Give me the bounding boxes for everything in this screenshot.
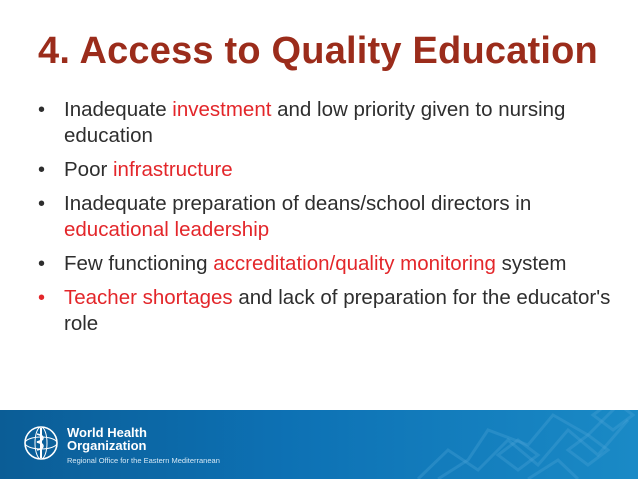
who-emblem-icon <box>22 424 60 462</box>
bullet-dot-icon: • <box>38 287 46 309</box>
highlighted-text: Teacher shortages <box>64 286 233 309</box>
bullet-item <box>36 157 616 183</box>
highlighted-text: educational leadership <box>64 218 270 241</box>
bullet-dot-icon: • <box>38 159 46 181</box>
geometric-pattern-icon <box>378 410 638 479</box>
bullet-text-part: Poor <box>64 158 113 181</box>
bullet-text-part: Few functioning <box>64 252 214 275</box>
organization-name <box>67 426 147 452</box>
bullet-text-part: Inadequate preparation of deans/school directors in <box>64 192 532 215</box>
bullet-item <box>36 285 616 337</box>
regional-office-label: Regional Office for the Eastern Mediterranean <box>67 456 220 465</box>
footer-bar <box>0 410 638 479</box>
bullet-list <box>36 97 616 345</box>
bullet-text-part: system <box>495 252 567 275</box>
slide-title: 4. Access to Quality Education <box>38 30 598 72</box>
bullet-text-part: Inadequate <box>64 98 173 121</box>
bullet-text-part: and low priority given to nursing education <box>64 98 566 147</box>
bullet-item <box>36 97 616 149</box>
organization-name-line2: Organization <box>67 438 147 453</box>
organization-name-line1: World Health <box>67 425 147 440</box>
bullet-item <box>36 251 616 277</box>
highlighted-text: accreditation/quality monitoring <box>213 252 496 275</box>
bullet-dot-icon: • <box>38 193 46 215</box>
highlighted-text: investment <box>172 98 272 121</box>
highlighted-text: infrastructure <box>113 158 233 181</box>
bullet-item <box>36 191 616 243</box>
bullet-dot-icon: • <box>38 99 46 121</box>
bullet-text-part: and lack of preparation for the educator's role <box>64 286 611 335</box>
bullet-dot-icon: • <box>38 253 46 275</box>
